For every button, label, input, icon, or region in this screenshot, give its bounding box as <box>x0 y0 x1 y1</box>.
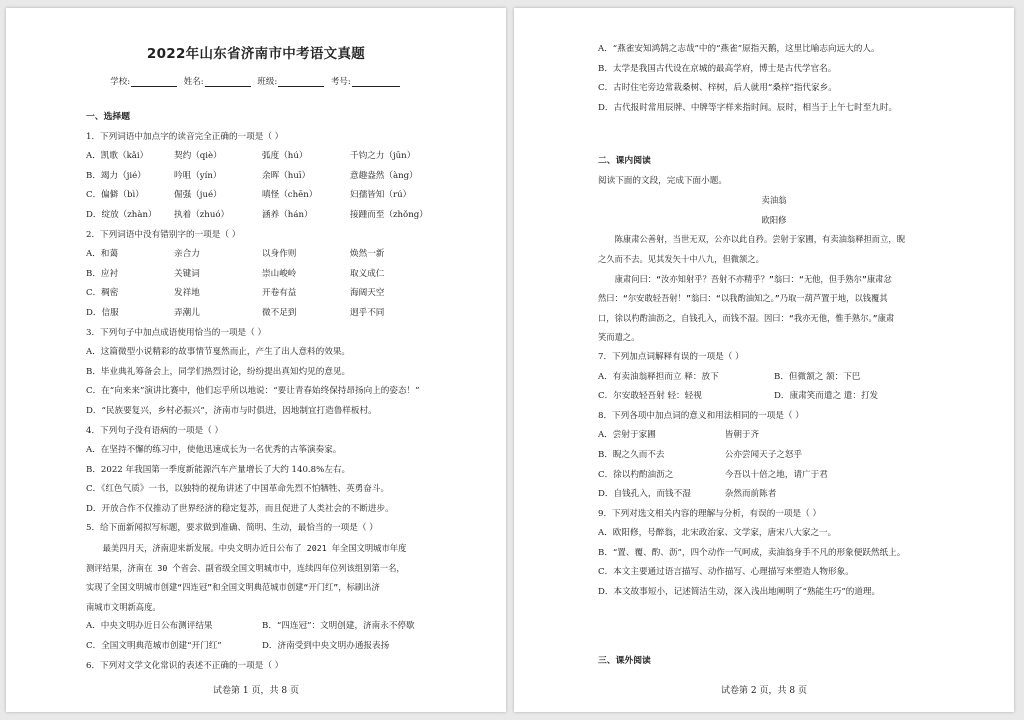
option-text: 涵养（hán） <box>262 209 313 220</box>
option-text: A．和蔼 <box>86 249 118 260</box>
option-text: 倔强（jué） <box>174 190 222 201</box>
option-text: A．尝射于家圃 <box>598 430 656 441</box>
option-text: B．2022 年我国第一季度新能源汽车产量增长了大约 140.8%左右。 <box>86 464 351 475</box>
option-text: 皆朝于齐 <box>724 430 760 441</box>
news-passage-line: 实现了全国文明城市创建“四连冠”和全国文明典范城市创建“开门红”，标刷出济 <box>86 582 380 593</box>
name-label: 姓名: <box>183 77 204 87</box>
news-passage-line: 测评结果，济南在 30 个省会、副省级全国文明城市中，连续四年位列该组别第一名， <box>86 562 405 573</box>
option-text: 契约（qiè） <box>174 151 222 162</box>
section-heading: 三、课外阅读 <box>598 656 651 666</box>
option-text: 迥乎不同 <box>350 307 385 318</box>
option-text: 千钧之力（jūn） <box>350 151 416 162</box>
question-stem: 7．下列加点词解释有误的一项是（ ） <box>598 351 744 362</box>
class-blank <box>278 77 324 87</box>
option-row <box>598 446 950 466</box>
option-row <box>86 637 438 657</box>
reading-intro: 阅读下面的文段，完成下面小题。 <box>598 175 727 186</box>
option-row <box>598 466 950 486</box>
option-text: 微不足到 <box>262 307 297 318</box>
passage-line: 口，徐以杓酌油沥之，自钱孔入，而钱不湿。因曰：“我亦无他，惟手熟尔。”康肃 <box>598 312 895 323</box>
option-text: A．在坚持不懈的练习中，使他迅速成长为一名优秀的古筝演奏家。 <box>86 445 342 456</box>
option-text: 亲合力 <box>174 249 200 260</box>
option-row <box>86 167 438 187</box>
option-text: 执着（zhuó） <box>174 209 230 220</box>
page1-content <box>86 108 438 676</box>
option-text: 余晖（huī） <box>262 170 311 181</box>
question-stem: 3．下列句子中加点成语使用恰当的一项是（ ） <box>86 327 267 338</box>
question-stem: 2．下列词语中没有错别字的一项是（ ） <box>86 229 241 240</box>
question-stem: 1．下列词语中加点字的读音完全正确的一项是（ ） <box>86 131 284 142</box>
option-text: B．毕业典礼筹备会上，同学们热烈讨论，纷纷提出真知灼见的意见。 <box>86 366 351 377</box>
option-text: D．“民族要复兴，乡村必振兴”，济南市与时俱进，因地制宜打造鲁样板村。 <box>86 405 377 416</box>
option-text: C．稠密 <box>86 288 119 299</box>
school-label: 学校: <box>110 77 131 87</box>
question-stem: 9．下列对选文相关内容的理解与分析，有误的一项是（ ） <box>598 508 822 519</box>
option-row <box>86 147 438 167</box>
option-text: C．在“向来来”演讲比赛中，他们忘乎所以地说：“要让青春始终保持昂扬向上的姿态！” <box>86 386 420 397</box>
option-text: 弄潮儿 <box>174 307 200 318</box>
option-text: A．这篇微型小说精彩的故事情节戛然而止，产生了出人意料的效果。 <box>86 347 351 358</box>
question-stem: 4．下列句子没有语病的一项是（ ） <box>86 425 224 436</box>
option-text: 今吾以十倍之地，请广于君 <box>724 469 828 480</box>
option-row <box>86 206 438 226</box>
option-text: C．偏僻（bì） <box>86 190 144 201</box>
option-row <box>86 265 438 285</box>
exam-number-blank <box>352 77 400 87</box>
section-heading: 二、课内阅读 <box>598 156 651 166</box>
option-row <box>598 426 950 446</box>
option-text: C．本文主要通过语言描写、动作描写、心理描写来塑造人物形象。 <box>598 567 854 578</box>
option-row <box>86 617 438 637</box>
option-text: A．“燕雀安知鸿鹄之志哉”中的“燕雀”原指天鹅，这里比喻志向远大的人。 <box>598 44 880 54</box>
option-text: A．欧阳修，号醉翁，北宋政治家、文学家，唐宋八大家之一。 <box>598 528 837 539</box>
option-row <box>598 387 950 407</box>
option-text: D．康肃笑而遣之 遣：打发 <box>774 391 879 402</box>
section-heading: 一、选择题 <box>86 112 130 122</box>
page-2 <box>514 8 1014 712</box>
option-text: 杂然而前陈者 <box>724 489 777 500</box>
option-text: 接踵而至（zhǒng） <box>350 209 428 220</box>
option-text: D．开放合作不仅推动了世界经济的稳定复苏，而且促进了人类社会的不断进步。 <box>86 503 394 514</box>
passage-line: 笑而遣之。 <box>598 332 640 343</box>
page-title: 2022年山东省济南市中考语文真题 <box>146 46 366 62</box>
option-row <box>86 186 438 206</box>
exam-number-label: 考号: <box>330 77 351 87</box>
page-footer: 试卷第 1 页，共 8 页 <box>213 686 299 696</box>
option-text: B．但微颔之 颔：下巴 <box>774 371 861 382</box>
page-footer: 试卷第 2 页，共 8 页 <box>721 686 807 696</box>
option-text: A．中央文明办近日公布测评结果 <box>86 621 213 632</box>
option-row <box>598 368 950 388</box>
option-text: C．尔安敢轻吾射 轻：轻视 <box>598 391 702 402</box>
option-text: 发祥地 <box>174 288 200 299</box>
passage-line: 之久而不去。见其发矢十中八九，但微颔之。 <box>598 253 764 264</box>
option-text: 意趣盎然（àng） <box>350 170 418 181</box>
page2-options-q6 <box>598 40 950 118</box>
news-passage-line: 南城市文明新高度。 <box>86 601 161 612</box>
option-text: 妇孺皆知（rú） <box>350 190 412 201</box>
option-text: 弧度（hú） <box>262 151 308 162</box>
option-text: A．有卖油翁释担而立 释：放下 <box>598 371 719 382</box>
passage-line: 康肃问曰：“汝亦知射乎？吾射不亦精乎？”翁曰：“无他，但手熟尔”康肃忿 <box>614 273 892 284</box>
option-row <box>598 485 950 505</box>
option-text: D．本文故事短小，记述简洁生动，深入浅出地阐明了“熟能生巧”的道理。 <box>598 587 881 598</box>
passage-line: 陈康肃公善射，当世无双，公亦以此自矜。尝射于家圃，有卖油翁释担而立，睨 <box>614 234 905 245</box>
option-text: B．应衬 <box>86 268 119 279</box>
text-author: 欧阳修 <box>761 214 787 225</box>
name-blank <box>205 77 251 87</box>
option-text: D．古代报时常用辰牌、中牌等字样来指时间。辰时，相当于上午七时至九时。 <box>598 102 898 113</box>
option-text: 嗔怪（chēn） <box>262 190 318 201</box>
option-text: C．古时住宅旁边常栽桑树、梓树，后人就用“桑梓”指代家乡。 <box>598 83 837 94</box>
option-text: 焕然一新 <box>350 249 385 260</box>
question-stem: 8．下列各项中加点词的意义和用法相同的一项是（ ） <box>598 410 804 421</box>
option-text: D．自钱孔入，而钱不湿 <box>598 489 691 500</box>
option-text: A．凯歌（kǎi） <box>86 151 149 162</box>
option-text: D．信服 <box>86 307 119 318</box>
option-text: 公亦尝闻天子之怒乎 <box>724 449 803 460</box>
option-text: C．徐以杓酌油沥之 <box>598 469 674 480</box>
class-label: 班级: <box>257 77 278 87</box>
page2-content <box>598 152 950 603</box>
news-passage-line: 最美四月天，济南迎来新发展。中央文明办近日公布了 2021 年全国文明城市年度 <box>102 543 407 554</box>
school-blank <box>131 77 177 87</box>
option-text: B．“置、覆、酌、沥”，四个动作一气呵成，卖油翁身手不凡的形象便跃然纸上。 <box>598 547 906 558</box>
option-text: 以身作则 <box>262 249 297 260</box>
option-text: D．绽放（zhàn） <box>86 209 157 220</box>
student-info-line <box>6 75 506 87</box>
option-text: 吟咀（yín） <box>174 170 222 181</box>
option-row <box>86 245 438 265</box>
option-text: D．济南受到中央文明办通报表扬 <box>262 641 390 652</box>
question-stem: 6．下列对文学文化常识的表述不正确的一项是（ ） <box>86 660 284 671</box>
option-text: C．全国文明典范城市创建“开门红” <box>86 641 222 652</box>
option-text: B．睨之久而不去 <box>598 449 665 460</box>
page2-section3 <box>598 652 950 672</box>
page-1 <box>6 8 506 712</box>
option-text: 开卷有益 <box>262 288 297 299</box>
option-row <box>86 304 438 324</box>
option-row <box>86 284 438 304</box>
option-text: C．《红色气质》一书，以独特的视角讲述了中国革命先烈不怕牺牲、英勇奋斗。 <box>86 484 390 495</box>
option-text: B．“四连冠”：文明创建，济南永不停歇 <box>262 621 415 632</box>
option-text: 海阔天空 <box>350 288 385 299</box>
option-text: B．太学是我国古代设在京城的最高学府，博士是古代学官名。 <box>598 63 837 74</box>
option-text: 取义成仁 <box>350 268 385 279</box>
option-text: 崇山峻岭 <box>262 268 297 279</box>
question-stem: 5．给下面新闻拟写标题，要求做到准确、简明、生动，最恰当的一项是（ ） <box>86 523 378 534</box>
text-title: 卖油翁 <box>761 195 787 206</box>
option-text: 关键词 <box>174 268 200 279</box>
option-text: B．竭力（jié） <box>86 170 146 181</box>
passage-line: 然曰：“尔安敢轻吾射！”翁曰：“以我酌油知之。”乃取一葫芦置于地，以钱覆其 <box>598 293 888 304</box>
